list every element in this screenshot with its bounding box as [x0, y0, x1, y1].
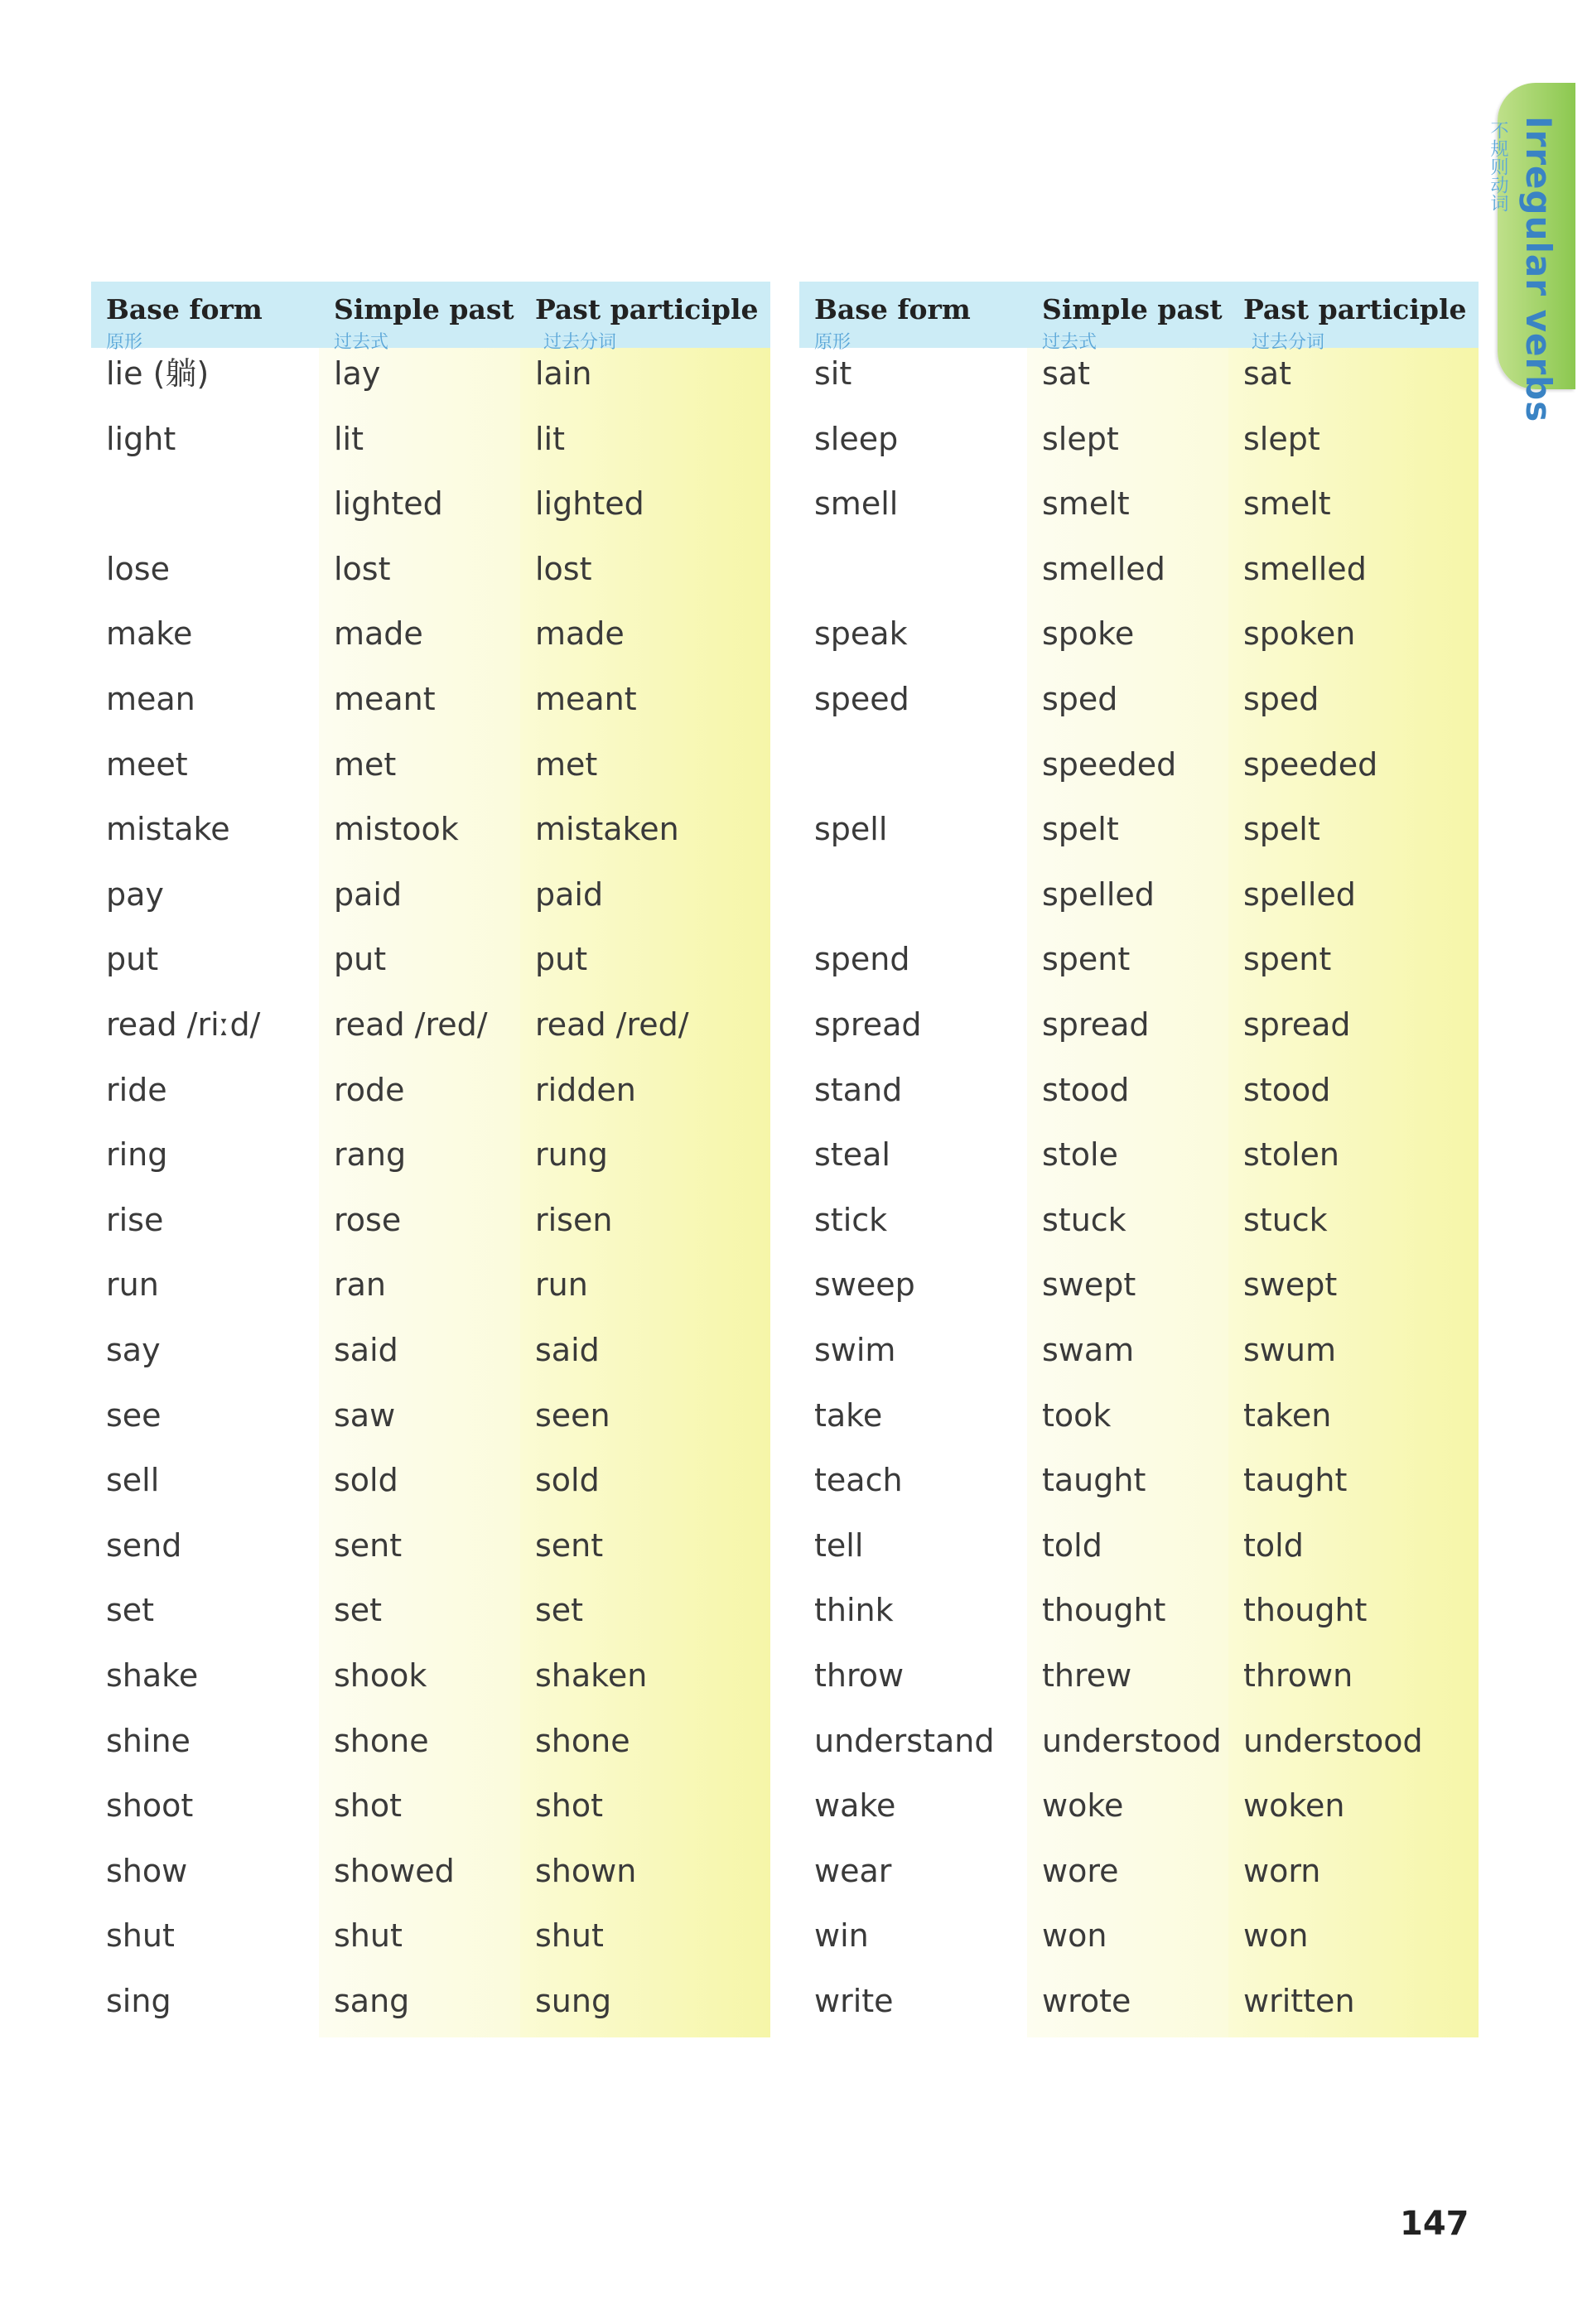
base-form-cell: rise — [106, 1201, 164, 1238]
table-row — [91, 1318, 770, 1382]
simple-past-cell: woke — [1042, 1787, 1124, 1825]
base-form-cell: throw — [814, 1657, 905, 1694]
past-participle-cell: stood — [1243, 1071, 1331, 1108]
base-form-cell: speed — [814, 681, 909, 717]
simple-past-cell: sat — [1042, 355, 1090, 392]
table-row — [799, 1643, 1479, 1708]
past-participle-cell: stolen — [1243, 1136, 1339, 1174]
past-participle-cell: put — [535, 941, 588, 978]
simple-past-cell: lighted — [334, 485, 443, 523]
table-row — [91, 1903, 770, 1968]
simple-past-cell: swam — [1042, 1332, 1135, 1368]
simple-past-cell: ran — [334, 1266, 386, 1304]
table-row — [91, 1839, 770, 1903]
simple-past-cell: understood — [1042, 1722, 1222, 1759]
base-form-cell: sleep — [814, 420, 899, 457]
simple-past-cell: slept — [1042, 420, 1119, 457]
past-participle-cell: spelled — [1243, 875, 1356, 913]
past-participle-cell: sent — [535, 1526, 604, 1564]
simple-past-cell: mistook — [334, 811, 459, 848]
past-participle-cell: thrown — [1243, 1657, 1353, 1694]
table-row — [799, 1383, 1479, 1448]
simple-past-cell: taught — [1042, 1462, 1146, 1499]
simple-past-cell: rode — [334, 1071, 405, 1108]
table-row — [799, 1903, 1479, 1968]
past-participle-cell: stuck — [1243, 1201, 1328, 1238]
base-form-cell: shake — [106, 1657, 199, 1694]
past-participle-cell: met — [535, 745, 598, 783]
base-form-cell: mistake — [106, 811, 230, 848]
simple-past-cell: read /red/ — [334, 1006, 488, 1043]
simple-past-cell: paid — [334, 875, 403, 913]
header-past-participle: Past participle — [1243, 293, 1467, 325]
base-form-cell: tell — [814, 1526, 864, 1564]
table-row — [799, 1188, 1479, 1252]
header-simple-past: Simple past — [1042, 293, 1223, 325]
past-participle-cell: mistaken — [535, 811, 679, 848]
table-row — [91, 1578, 770, 1642]
header-simple-past: Simple past — [334, 293, 514, 325]
section-tab-title: Irregular verbs — [1518, 116, 1559, 423]
table-row — [91, 1773, 770, 1838]
base-form-cell: shoot — [106, 1787, 194, 1825]
header-past-participle: Past participle — [535, 293, 759, 325]
past-participle-cell: meant — [535, 681, 637, 717]
table-row — [91, 407, 770, 471]
table-row — [799, 1122, 1479, 1187]
simple-past-cell: sped — [1042, 681, 1118, 717]
header-base-form-cn: 原形 — [106, 332, 143, 353]
section-tab-subtitle: 不规则动词 — [1488, 121, 1508, 212]
table-row — [799, 1318, 1479, 1382]
table-row — [799, 1839, 1479, 1903]
header-base-form-cn: 原形 — [814, 332, 851, 353]
past-participle-cell: taken — [1243, 1396, 1332, 1434]
simple-past-cell: threw — [1042, 1657, 1132, 1694]
table-row — [91, 537, 770, 601]
past-participle-cell: rung — [535, 1136, 608, 1174]
table-row — [799, 1058, 1479, 1122]
past-participle-cell: spent — [1243, 941, 1332, 978]
base-form-cell: run — [106, 1266, 159, 1304]
base-form-cell: sit — [814, 355, 852, 392]
simple-past-cell: spent — [1042, 941, 1131, 978]
base-form-cell: read /riːd/ — [106, 1006, 261, 1043]
base-form-cell: stick — [814, 1201, 888, 1238]
base-form-cell: win — [814, 1917, 869, 1955]
page-number: 147 — [1400, 2205, 1469, 2243]
past-participle-cell: written — [1243, 1983, 1355, 2019]
base-form-cell: sing — [106, 1983, 171, 2019]
header-simple-past-cn: 过去式 — [1042, 332, 1098, 353]
base-form-cell: ride — [106, 1071, 167, 1108]
past-participle-cell: thought — [1243, 1592, 1368, 1629]
past-participle-cell: woken — [1243, 1787, 1345, 1825]
simple-past-cell: thought — [1042, 1592, 1166, 1629]
table-row — [91, 1122, 770, 1187]
table-row — [91, 1709, 770, 1773]
simple-past-cell: set — [334, 1592, 383, 1629]
base-form-cell: put — [106, 941, 159, 978]
table-row — [799, 537, 1479, 601]
past-participle-cell: spread — [1243, 1006, 1351, 1043]
past-participle-cell: risen — [535, 1201, 613, 1238]
table-row — [799, 1578, 1479, 1642]
past-participle-cell: told — [1243, 1526, 1304, 1564]
header-past-participle-cn: 过去分词 — [1252, 332, 1325, 353]
base-form-cell: spread — [814, 1006, 922, 1043]
table-header — [91, 282, 770, 353]
table-row — [799, 992, 1479, 1057]
base-form-cell: make — [106, 615, 193, 653]
simple-past-cell: speeded — [1042, 745, 1177, 783]
simple-past-cell: stuck — [1042, 1201, 1126, 1238]
base-form-cell: meet — [106, 745, 188, 783]
base-form-cell: stand — [814, 1071, 903, 1108]
base-form-cell: show — [106, 1852, 188, 1889]
table-row — [91, 601, 770, 666]
simple-past-cell: lost — [334, 550, 391, 587]
past-participle-cell: run — [535, 1266, 588, 1304]
simple-past-cell: shone — [334, 1722, 429, 1759]
base-form-cell: mean — [106, 681, 195, 717]
simple-past-cell: spread — [1042, 1006, 1150, 1043]
simple-past-cell: lit — [334, 420, 364, 457]
base-form-cell: pay — [106, 875, 164, 913]
base-form-cell: shut — [106, 1917, 175, 1955]
base-form-cell: wake — [814, 1787, 896, 1825]
past-participle-cell: understood — [1243, 1722, 1423, 1759]
base-form-cell: swim — [814, 1332, 896, 1368]
simple-past-cell: won — [1042, 1917, 1107, 1955]
simple-past-cell: smelt — [1042, 485, 1130, 523]
table-row — [799, 927, 1479, 991]
past-participle-cell: shone — [535, 1722, 630, 1759]
past-participle-cell: set — [535, 1592, 584, 1629]
base-form-cell: set — [106, 1592, 155, 1629]
base-form-cell: shine — [106, 1722, 191, 1759]
past-participle-cell: seen — [535, 1396, 610, 1434]
table-row — [799, 797, 1479, 861]
simple-past-cell: shot — [334, 1787, 403, 1825]
base-form-cell: spend — [814, 941, 910, 978]
base-form-cell: take — [814, 1396, 883, 1434]
simple-past-cell: took — [1042, 1396, 1112, 1434]
simple-past-cell: wrote — [1042, 1983, 1131, 2019]
table-row — [91, 862, 770, 927]
table-row — [799, 471, 1479, 536]
past-participle-cell: worn — [1243, 1852, 1321, 1889]
base-form-cell: write — [814, 1983, 894, 2019]
simple-past-cell: stole — [1042, 1136, 1118, 1174]
base-form-cell: lie (躺) — [106, 355, 210, 392]
past-participle-cell: taught — [1243, 1462, 1348, 1499]
past-participle-cell: sung — [535, 1983, 612, 2019]
simple-past-cell: showed — [334, 1852, 455, 1889]
base-form-cell: light — [106, 420, 176, 457]
verb-table-right — [799, 282, 1479, 2037]
table-header — [799, 282, 1479, 353]
table-row — [91, 992, 770, 1057]
table-row — [91, 1188, 770, 1252]
base-form-cell: lose — [106, 550, 170, 587]
past-participle-cell: sped — [1243, 681, 1319, 717]
table-row — [91, 1058, 770, 1122]
simple-past-cell: saw — [334, 1396, 396, 1434]
table-row — [799, 1513, 1479, 1578]
simple-past-cell: shook — [334, 1657, 427, 1694]
simple-past-cell: spelt — [1042, 811, 1119, 848]
table-row — [799, 862, 1479, 927]
table-row — [91, 927, 770, 991]
table-row — [799, 1773, 1479, 1838]
simple-past-cell: wore — [1042, 1852, 1119, 1889]
table-row — [799, 601, 1479, 666]
simple-past-cell: told — [1042, 1526, 1102, 1564]
table-row — [799, 1969, 1479, 2033]
simple-past-cell: met — [334, 745, 397, 783]
base-form-cell: say — [106, 1332, 161, 1368]
simple-past-cell: put — [334, 941, 387, 978]
base-form-cell: ring — [106, 1136, 168, 1174]
table-row — [91, 732, 770, 797]
past-participle-cell: shut — [535, 1917, 604, 1955]
table-row — [91, 1448, 770, 1512]
simple-past-cell: rang — [334, 1136, 407, 1174]
past-participle-cell: sat — [1243, 355, 1291, 392]
simple-past-cell: made — [334, 615, 423, 653]
simple-past-cell: sent — [334, 1526, 403, 1564]
table-row — [91, 797, 770, 861]
table-row — [91, 341, 770, 406]
table-row — [799, 407, 1479, 471]
header-past-participle-cn: 过去分词 — [543, 332, 617, 353]
simple-past-cell: sang — [334, 1983, 410, 2019]
base-form-cell: spell — [814, 811, 888, 848]
header-simple-past-cn: 过去式 — [334, 332, 389, 353]
base-form-cell: smell — [814, 485, 899, 523]
table-row — [799, 1709, 1479, 1773]
table-row — [91, 1252, 770, 1317]
past-participle-cell: shaken — [535, 1657, 648, 1694]
simple-past-cell: said — [334, 1332, 398, 1368]
table-row — [799, 1448, 1479, 1512]
simple-past-cell: swept — [1042, 1266, 1136, 1304]
simple-past-cell: stood — [1042, 1071, 1130, 1108]
table-row — [799, 1252, 1479, 1317]
base-form-cell: sweep — [814, 1266, 915, 1304]
past-participle-cell: lain — [535, 355, 592, 392]
table-row — [91, 1513, 770, 1578]
base-form-cell: send — [106, 1526, 182, 1564]
table-row — [91, 471, 770, 536]
simple-past-cell: shut — [334, 1917, 403, 1955]
table-row — [91, 1969, 770, 2033]
table-row — [91, 1383, 770, 1448]
base-form-cell: teach — [814, 1462, 903, 1499]
past-participle-cell: lost — [535, 550, 592, 587]
past-participle-cell: slept — [1243, 420, 1320, 457]
simple-past-cell: rose — [334, 1201, 402, 1238]
past-participle-cell: spelt — [1243, 811, 1320, 848]
base-form-cell: wear — [814, 1852, 892, 1889]
table-row — [799, 341, 1479, 406]
past-participle-cell: smelt — [1243, 485, 1331, 523]
simple-past-cell: sold — [334, 1462, 398, 1499]
past-participle-cell: swum — [1243, 1332, 1336, 1368]
past-participle-cell: made — [535, 615, 625, 653]
past-participle-cell: ridden — [535, 1071, 636, 1108]
base-form-cell: see — [106, 1396, 162, 1434]
past-participle-cell: speeded — [1243, 745, 1378, 783]
simple-past-cell: spelled — [1042, 875, 1155, 913]
base-form-cell: understand — [814, 1722, 995, 1759]
past-participle-cell: won — [1243, 1917, 1309, 1955]
base-form-cell: speak — [814, 615, 908, 653]
past-participle-cell: spoken — [1243, 615, 1356, 653]
simple-past-cell: spoke — [1042, 615, 1135, 653]
past-participle-cell: lighted — [535, 485, 644, 523]
table-row — [799, 667, 1479, 731]
past-participle-cell: shot — [535, 1787, 604, 1825]
past-participle-cell: lit — [535, 420, 566, 457]
simple-past-cell: smelled — [1042, 550, 1165, 587]
past-participle-cell: sold — [535, 1462, 600, 1499]
past-participle-cell: said — [535, 1332, 600, 1368]
past-participle-cell: swept — [1243, 1266, 1338, 1304]
past-participle-cell: paid — [535, 875, 604, 913]
header-base-form: Base form — [814, 293, 971, 325]
table-row — [91, 1643, 770, 1708]
verb-table-left — [91, 282, 770, 2037]
past-participle-cell: read /red/ — [535, 1006, 689, 1043]
table-row — [91, 667, 770, 731]
past-participle-cell: smelled — [1243, 550, 1367, 587]
header-base-form: Base form — [106, 293, 263, 325]
base-form-cell: steal — [814, 1136, 890, 1174]
past-participle-cell: shown — [535, 1852, 637, 1889]
base-form-cell: think — [814, 1592, 894, 1629]
base-form-cell: sell — [106, 1462, 160, 1499]
simple-past-cell: lay — [334, 355, 381, 392]
simple-past-cell: meant — [334, 681, 436, 717]
table-row — [799, 732, 1479, 797]
